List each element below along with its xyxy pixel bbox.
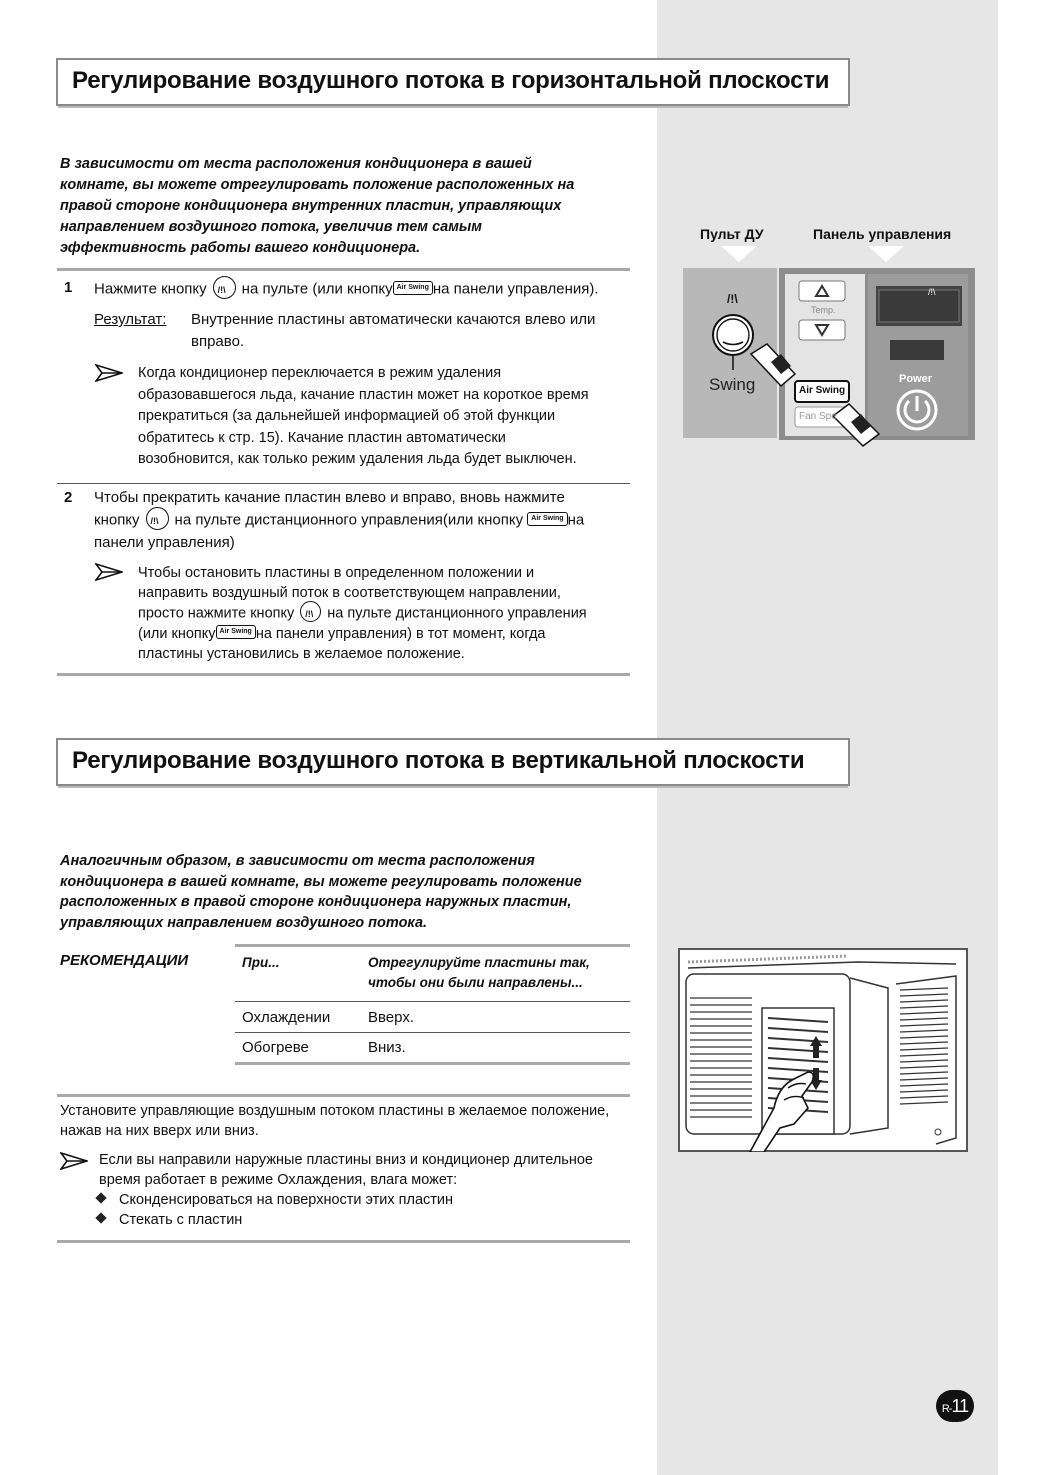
temp-label: Temp. (811, 305, 836, 315)
control-panel-illustration (683, 246, 975, 454)
section1-heading-box (56, 58, 850, 106)
display-glyph: /!\ (928, 287, 936, 297)
air-swing-button-icon: Air Swing (393, 281, 433, 295)
remote-label: Пульт ДУ (700, 226, 764, 242)
page-number: R-11 (936, 1390, 974, 1422)
recommendations-table (235, 944, 630, 1065)
note-arrow-icon (60, 1152, 88, 1170)
swing-label: Swing (709, 375, 756, 394)
section2-heading-box (56, 738, 850, 786)
section1-heading: Регулирование воздушного потока в горизонтальной плоскости (72, 67, 830, 94)
result-text: Внутренние пластины автоматически качаются влево или вправо. (191, 311, 596, 350)
air-swing-button-icon: Air Swing (216, 625, 256, 639)
step-1-number: 1 (64, 279, 73, 296)
list-item: Стекать с пластин (97, 1210, 242, 1230)
divider (57, 673, 630, 676)
table-cell: Вверх. (361, 1002, 630, 1033)
table-header-row (235, 946, 630, 1002)
divider (57, 1094, 630, 1097)
note-arrow-icon (95, 563, 123, 581)
panel-label: Панель управления (813, 226, 952, 242)
result-label: Результат: (94, 311, 167, 328)
remote-swing-glyph: /!\ (727, 292, 738, 306)
table-header: При... (235, 946, 361, 1002)
panel-fan-speed-button: Fan Spe (799, 411, 837, 422)
step-2-text: Чтобы прекратить качание пластин влево и вправо, вновь нажмите кнопку /!\ на пульте дистанционного управления(или кнопку Air Swing на панели управления) (94, 489, 585, 551)
table-header: Отрегулируйте пластины так, чтобы они были направлены... (361, 946, 630, 1002)
swing-button-icon: /!\ (213, 276, 236, 299)
table-cell: Обогреве (235, 1033, 361, 1064)
diamond-bullet-icon (95, 1192, 106, 1203)
list-item: Сконденсироваться на поверхности этих пластин (97, 1190, 453, 1210)
divider (57, 483, 630, 484)
note-arrow-icon (95, 364, 123, 382)
section2-note: Если вы направили наружные пластины вниз и кондиционер длительное время работает в режиме Охлаждения, влага может: (99, 1152, 593, 1188)
divider (57, 1240, 630, 1243)
table-row (235, 1002, 630, 1033)
air-conditioner-louvers-illustration (678, 948, 968, 1152)
swing-button-icon: /!\ (146, 507, 169, 530)
recommendations-label: РЕКОМЕНДАЦИИ (60, 952, 189, 969)
divider (57, 268, 630, 271)
swing-button-icon: /!\ (300, 601, 321, 622)
diamond-bullet-icon (95, 1212, 106, 1223)
table-row (235, 1033, 630, 1064)
section2-heading: Регулирование воздушного потока в вертикальной плоскости (72, 747, 805, 774)
air-swing-button-icon: Air Swing (527, 512, 567, 526)
section1-intro: В зависимости от места расположения кондиционера в вашей комнате, вы можете отрегулировать положение расположенных на правой стороне кондиционера внутренних пластин, управляющих направлением воздушного потока, увеличив тем самым эффективность работы вашего кондиционера. (60, 156, 575, 256)
table-cell: Вниз. (361, 1033, 630, 1064)
table-cell: Охлаждении (235, 1002, 361, 1033)
panel-air-swing-button: Air Swing (799, 385, 846, 396)
instruction-text: Установите управляющие воздушным потоком пластины в желаемое положение, нажав на них вверх или вниз. (60, 1103, 610, 1139)
power-label: Power (899, 373, 933, 385)
step-2-note: Чтобы остановить пластины в определенном положении и направить воздушный поток в соответствующем направлении, просто нажмите кнопку /!\ на пульте дистанционного управления (или кнопку Air Swing на панели управления) в тот момент, когда пластины установились в желаемое положение. (138, 565, 587, 662)
section2-intro: Аналогичным образом, в зависимости от места расположения кондиционера в вашей комнате, вы можете регулировать положение расположенных в правой стороне кондиционера наружных пластин, управляющих направлением воздушного потока. (60, 853, 582, 931)
step-1-note: Когда кондиционер переключается в режим удаления образовавшегося льда, качание пластин может на короткое время прекратиться (за дальнейшей информацией об этой функции обратитесь к стр. 15). Качание пластин автоматически возобновится, как только режим удаления льда будет выключен. (138, 365, 589, 467)
step-2-number: 2 (64, 489, 73, 506)
step-1-text: Нажмите кнопку /!\ на пульте (или кнопку Air Swing на панели управления). (94, 278, 599, 301)
